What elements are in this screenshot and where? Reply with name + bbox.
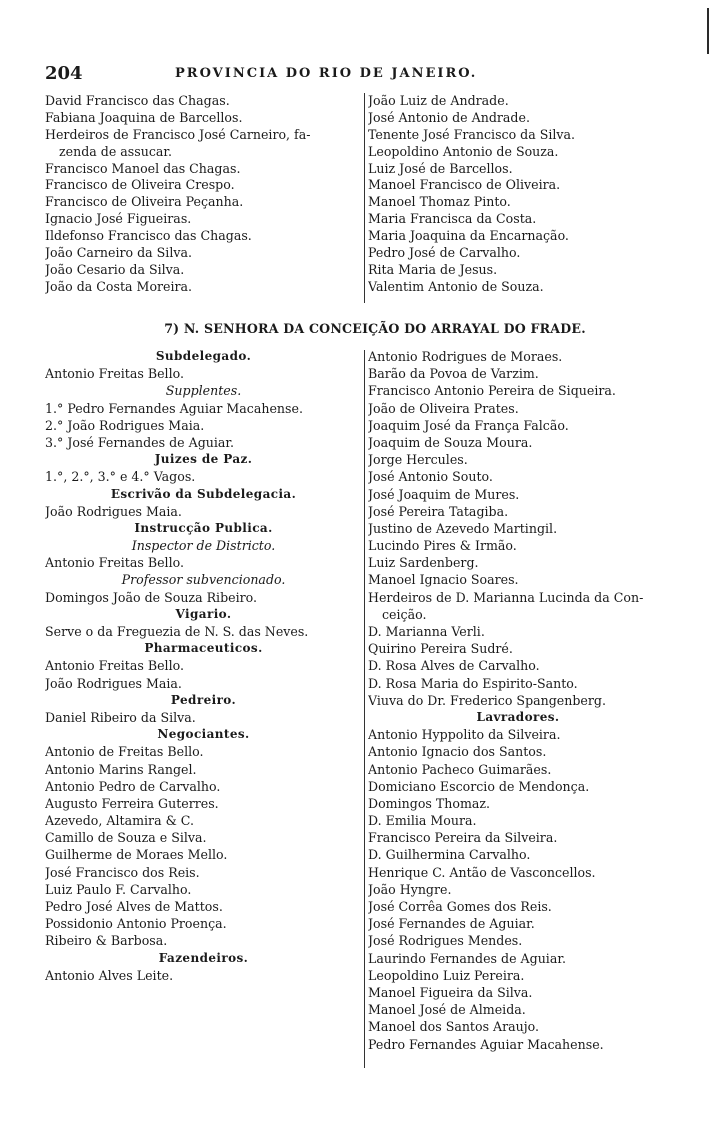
list-item: João Hyngre. bbox=[368, 881, 452, 897]
list-item: José Fernandes de Aguiar. bbox=[368, 916, 535, 932]
list-item: Antonio Freitas Bello. bbox=[45, 555, 184, 571]
list-item: Lucindo Pires & Irmão. bbox=[368, 538, 517, 554]
list-item: Francisco Manoel das Chagas. bbox=[45, 160, 241, 176]
subheading: Inspector de Districto. bbox=[131, 538, 276, 554]
list-item: João de Oliveira Prates. bbox=[368, 400, 519, 416]
section-right-column bbox=[368, 348, 668, 1053]
list-item: Luiz Sardenberg. bbox=[368, 555, 479, 571]
list-item: João Cesario da Silva. bbox=[45, 261, 185, 277]
list-item: Francisco de Oliveira Peçanha. bbox=[45, 194, 244, 210]
list-item: José Corrêa Gomes dos Reis. bbox=[368, 899, 552, 914]
category-heading: Pharmaceuticos. bbox=[144, 641, 263, 656]
list-item: Camillo de Souza e Silva. bbox=[45, 830, 207, 846]
list-item: ceição. bbox=[382, 606, 427, 622]
list-item: zenda de assucar. bbox=[59, 143, 173, 159]
running-header bbox=[45, 64, 560, 84]
list-item: Antonio Alves Leite. bbox=[45, 967, 174, 983]
list-item: Henrique C. Antão de Vasconcellos. bbox=[368, 864, 596, 880]
list-item: 1.°, 2.°, 3.° e 4.° Vagos. bbox=[45, 469, 196, 485]
list-item: Augusto Ferreira Guterres. bbox=[45, 795, 219, 811]
running-title: PROVINCIA DO RIO DE JANEIRO. bbox=[175, 66, 478, 81]
list-item: Leopoldino Antonio de Souza. bbox=[368, 143, 559, 159]
category-heading: Juizes de Paz. bbox=[154, 452, 253, 467]
list-item: Leopoldino Luiz Pereira. bbox=[368, 967, 525, 983]
list-item: Laurindo Fernandes de Aguiar. bbox=[368, 950, 566, 966]
list-item: Ignacio José Figueiras. bbox=[45, 211, 192, 227]
category-heading: Vigario. bbox=[175, 606, 232, 621]
list-item: Francisco de Oliveira Crespo. bbox=[45, 177, 235, 193]
list-item: Manoel Thomaz Pinto. bbox=[368, 194, 511, 210]
list-item: Fabiana Joaquina de Barcellos. bbox=[45, 109, 243, 125]
list-item: Pedro José Alves de Mattos. bbox=[45, 899, 223, 914]
list-item: João Carneiro da Silva. bbox=[45, 245, 192, 261]
list-item: Viuva do Dr. Frederico Spangenberg. bbox=[368, 692, 606, 708]
list-item: Antonio de Freitas Bello. bbox=[45, 744, 204, 760]
list-item: João Rodrigues Maia. bbox=[45, 503, 182, 519]
list-item: Manoel Ignacio Soares. bbox=[368, 572, 519, 588]
page-edge-rule bbox=[707, 8, 709, 54]
list-item: Daniel Ribeiro da Silva. bbox=[45, 709, 196, 725]
list-item: José Antonio de Andrade. bbox=[368, 109, 530, 125]
list-item: 3.° José Fernandes de Aguiar. bbox=[45, 434, 235, 450]
category-heading: Negociantes. bbox=[157, 727, 250, 742]
list-item: Luiz José de Barcellos. bbox=[368, 160, 513, 176]
list-item: Domingos João de Souza Ribeiro. bbox=[45, 589, 258, 605]
category-heading: Fazendeiros. bbox=[158, 950, 249, 965]
category-heading: Lavradores. bbox=[476, 709, 560, 724]
column-divider bbox=[364, 93, 365, 303]
category-heading: Escrivão da Subdelegacia. bbox=[110, 486, 297, 501]
category-heading: Subdelegado. bbox=[155, 349, 252, 363]
list-item: Jorge Hercules. bbox=[368, 452, 468, 468]
category-heading: Instrucção Publica. bbox=[134, 520, 273, 535]
list-item: Manoel Figueira da Silva. bbox=[368, 984, 533, 1000]
list-item: Antonio Rodrigues de Moraes. bbox=[368, 349, 563, 364]
section-title: 7) N. SENHORA DA CONCEIÇÃO DO ARRAYAL DO FRADE. bbox=[164, 321, 586, 336]
list-item: Ildefonso Francisco das Chagas. bbox=[45, 228, 252, 244]
list-item: D. Rosa Alves de Carvalho. bbox=[368, 658, 540, 674]
list-item: David Francisco das Chagas. bbox=[45, 93, 230, 108]
list-item: Manoel José de Almeida. bbox=[368, 1002, 526, 1018]
list-item: José Pereira Tatagiba. bbox=[368, 503, 509, 519]
list-item: Luiz Paulo F. Carvalho. bbox=[45, 881, 192, 897]
list-item: João Luiz de Andrade. bbox=[368, 93, 509, 108]
list-item: Domingos Thomaz. bbox=[368, 795, 491, 811]
list-item: Manoel Francisco de Oliveira. bbox=[368, 177, 561, 193]
subheading: Supplentes. bbox=[165, 383, 242, 399]
list-item: Barão da Povoa de Varzim. bbox=[368, 366, 539, 382]
list-item: Joaquim José da França Falcão. bbox=[368, 417, 569, 433]
top-left-column bbox=[45, 93, 363, 296]
list-item: Herdeiros de Francisco José Carneiro, fa- bbox=[45, 126, 311, 142]
list-item: D. Guilhermina Carvalho. bbox=[368, 847, 531, 863]
list-item: Antonio Freitas Bello. bbox=[45, 366, 184, 382]
list-item: Pedro Fernandes Aguiar Macahense. bbox=[368, 1036, 604, 1052]
list-item: Francisco Antonio Pereira de Siqueira. bbox=[368, 383, 616, 399]
list-item: Azevedo, Altamira & C. bbox=[45, 813, 194, 829]
list-item: Pedro José de Carvalho. bbox=[368, 245, 521, 261]
list-item: Joaquim de Souza Moura. bbox=[368, 434, 533, 450]
list-item: Antonio Hyppolito da Silveira. bbox=[368, 727, 561, 743]
list-item: 2.° João Rodrigues Maia. bbox=[45, 417, 205, 433]
list-item: Quirino Pereira Sudré. bbox=[368, 641, 513, 657]
list-item: Domiciano Escorcio de Mendonça. bbox=[368, 778, 590, 794]
list-item: Maria Joaquina da Encarnação. bbox=[368, 228, 569, 244]
list-item: 1.° Pedro Fernandes Aguiar Macahense. bbox=[45, 400, 303, 416]
list-item: Guilherme de Moraes Mello. bbox=[45, 847, 228, 863]
section-left-column bbox=[45, 348, 362, 984]
list-item: Herdeiros de D. Marianna Lucinda da Con- bbox=[368, 589, 644, 605]
list-item: Maria Francisca da Costa. bbox=[368, 211, 537, 227]
column-divider bbox=[364, 350, 365, 1068]
list-item: José Francisco dos Reis. bbox=[45, 864, 200, 880]
list-item: D. Marianna Verli. bbox=[368, 624, 485, 639]
list-item: Justino de Azevedo Martingil. bbox=[368, 520, 558, 536]
list-item: Manoel dos Santos Araujo. bbox=[368, 1019, 540, 1035]
list-item: Antonio Ignacio dos Santos. bbox=[368, 744, 547, 760]
list-item: Antonio Marins Rangel. bbox=[45, 761, 197, 777]
list-item: João Rodrigues Maia. bbox=[45, 675, 182, 691]
list-item: Antonio Pedro de Carvalho. bbox=[45, 778, 221, 794]
category-heading: Pedreiro. bbox=[170, 692, 237, 707]
list-item: D. Emilia Moura. bbox=[368, 813, 477, 829]
list-item: João da Costa Moreira. bbox=[45, 278, 193, 294]
page-number: 204 bbox=[45, 63, 83, 84]
list-item: Possidonio Antonio Proença. bbox=[45, 916, 227, 932]
list-item: Serve o da Freguezia de N. S. das Neves. bbox=[45, 624, 309, 639]
list-item: Antonio Pacheco Guimarães. bbox=[368, 761, 552, 777]
list-item: José Antonio Souto. bbox=[368, 469, 493, 485]
list-item: Francisco Pereira da Silveira. bbox=[368, 830, 558, 846]
subheading: Professor subvencionado. bbox=[121, 572, 286, 588]
list-item: Valentim Antonio de Souza. bbox=[368, 278, 544, 294]
list-item: D. Rosa Maria do Espirito-Santo. bbox=[368, 675, 578, 691]
list-item: Ribeiro & Barbosa. bbox=[45, 933, 168, 949]
list-item: Rita Maria de Jesus. bbox=[368, 261, 498, 277]
list-item: Tenente José Francisco da Silva. bbox=[368, 126, 576, 142]
list-item: José Joaquim de Mures. bbox=[368, 486, 520, 502]
list-item: Antonio Freitas Bello. bbox=[45, 658, 184, 674]
list-item: José Rodrigues Mendes. bbox=[368, 933, 523, 949]
top-right-column bbox=[368, 93, 668, 296]
